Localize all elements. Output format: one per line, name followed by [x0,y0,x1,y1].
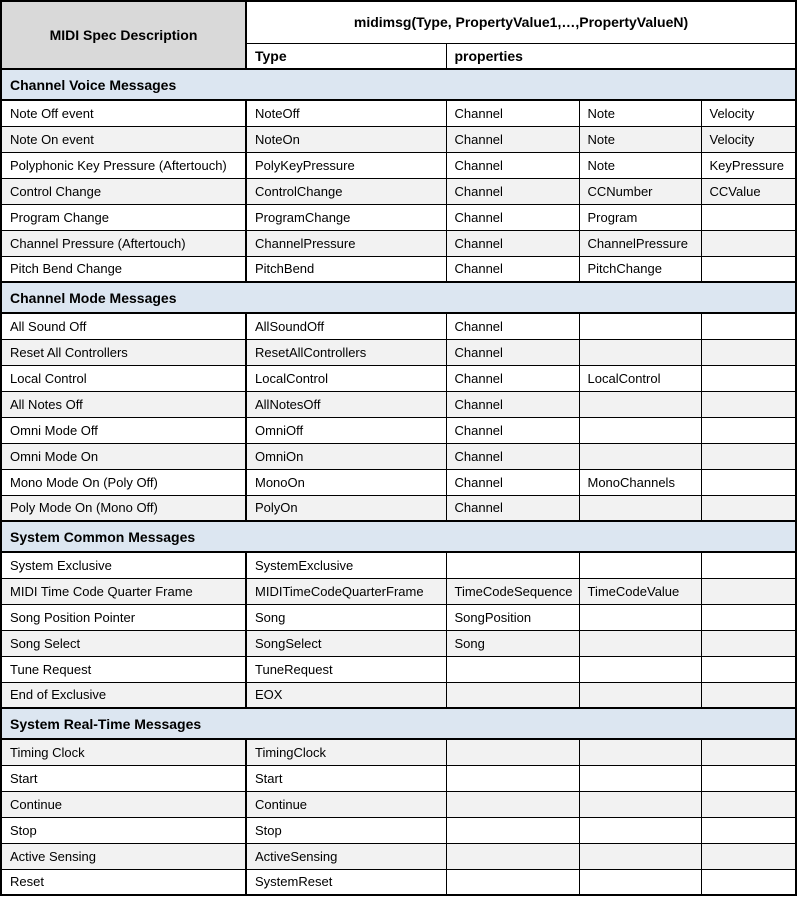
table-row [1,443,796,469]
cell-property-3: Velocity [701,100,796,126]
table-row [1,552,796,578]
cell-property-3 [701,391,796,417]
cell-property-2 [579,765,701,791]
cell-property-1 [446,682,579,708]
cell-spec-description: Continue [1,791,246,817]
cell-property-1 [446,843,579,869]
table-row [1,630,796,656]
cell-spec-description: System Exclusive [1,552,246,578]
cell-property-3: KeyPressure [701,152,796,178]
section-title: Channel Mode Messages [1,282,796,313]
table-row [1,178,796,204]
cell-type: PitchBend [246,256,446,282]
cell-property-1: TimeCodeSequence [446,578,579,604]
cell-type: AllNotesOff [246,391,446,417]
cell-property-3 [701,656,796,682]
cell-spec-description: All Sound Off [1,313,246,339]
cell-property-3 [701,495,796,521]
cell-type: Stop [246,817,446,843]
cell-spec-description: Reset [1,869,246,895]
column-header-type: Type [246,43,446,69]
cell-property-2: ChannelPressure [579,230,701,256]
cell-spec-description: Polyphonic Key Pressure (Aftertouch) [1,152,246,178]
cell-spec-description: Control Change [1,178,246,204]
table-header [1,1,796,69]
cell-spec-description: Note On event [1,126,246,152]
section-title: Channel Voice Messages [1,69,796,100]
cell-property-2 [579,791,701,817]
table-row [1,256,796,282]
cell-spec-description: Tune Request [1,656,246,682]
cell-type: NoteOff [246,100,446,126]
cell-type: PolyKeyPressure [246,152,446,178]
section-row-system-common-messages [1,521,796,552]
table-row [1,656,796,682]
cell-property-1: Channel [446,204,579,230]
header-row-1 [1,1,796,43]
section-row-channel-mode-messages [1,282,796,313]
cell-type: ProgramChange [246,204,446,230]
cell-spec-description: Omni Mode On [1,443,246,469]
cell-property-2: Note [579,100,701,126]
cell-property-3: Velocity [701,126,796,152]
cell-property-2 [579,443,701,469]
column-header-midimsg-signature: midimsg(Type, PropertyValue1,…,PropertyValueN) [246,1,796,43]
column-header-properties: properties [446,43,796,69]
table-row [1,126,796,152]
cell-spec-description: Start [1,765,246,791]
cell-spec-description: MIDI Time Code Quarter Frame [1,578,246,604]
cell-property-3 [701,817,796,843]
cell-property-1 [446,739,579,765]
cell-spec-description: Local Control [1,365,246,391]
cell-property-3 [701,417,796,443]
cell-spec-description: Stop [1,817,246,843]
cell-property-1: Channel [446,126,579,152]
cell-type: MIDITimeCodeQuarterFrame [246,578,446,604]
cell-property-1: Channel [446,443,579,469]
cell-type: OmniOn [246,443,446,469]
cell-type: ActiveSensing [246,843,446,869]
cell-type: SystemReset [246,869,446,895]
cell-property-3 [701,578,796,604]
cell-property-3 [701,443,796,469]
cell-property-2 [579,682,701,708]
cell-property-2: MonoChannels [579,469,701,495]
cell-property-3 [701,339,796,365]
cell-type: MonoOn [246,469,446,495]
cell-property-1: Channel [446,469,579,495]
cell-property-1: Channel [446,365,579,391]
cell-spec-description: End of Exclusive [1,682,246,708]
cell-property-2 [579,339,701,365]
table-row [1,100,796,126]
cell-property-2 [579,630,701,656]
cell-property-3 [701,791,796,817]
cell-spec-description: Active Sensing [1,843,246,869]
cell-type: EOX [246,682,446,708]
table-row [1,578,796,604]
cell-property-2: Note [579,152,701,178]
cell-property-3 [701,843,796,869]
cell-property-3 [701,365,796,391]
cell-type: PolyOn [246,495,446,521]
cell-property-3 [701,869,796,895]
cell-property-2: Note [579,126,701,152]
cell-property-3 [701,552,796,578]
cell-type: AllSoundOff [246,313,446,339]
section-row-channel-voice-messages [1,69,796,100]
cell-property-1 [446,791,579,817]
cell-property-3: CCValue [701,178,796,204]
table-row [1,682,796,708]
cell-property-2 [579,869,701,895]
cell-property-1: Channel [446,391,579,417]
cell-property-2: PitchChange [579,256,701,282]
cell-type: TimingClock [246,739,446,765]
cell-property-1: Channel [446,178,579,204]
table-row [1,313,796,339]
cell-property-1 [446,552,579,578]
cell-type: SongSelect [246,630,446,656]
table-row [1,339,796,365]
cell-property-1: Channel [446,100,579,126]
cell-spec-description: Reset All Controllers [1,339,246,365]
cell-property-3 [701,469,796,495]
cell-spec-description: Timing Clock [1,739,246,765]
cell-type: ControlChange [246,178,446,204]
cell-property-1: Channel [446,152,579,178]
cell-property-2 [579,495,701,521]
table-row [1,604,796,630]
cell-property-1: Channel [446,230,579,256]
table-row [1,869,796,895]
cell-spec-description: Song Select [1,630,246,656]
cell-property-1: Channel [446,495,579,521]
cell-property-3 [701,682,796,708]
cell-property-2 [579,417,701,443]
cell-spec-description: Program Change [1,204,246,230]
cell-type: Start [246,765,446,791]
table-row [1,365,796,391]
table-row [1,469,796,495]
table-row [1,495,796,521]
table-row [1,817,796,843]
cell-property-2 [579,739,701,765]
cell-property-1 [446,817,579,843]
cell-property-1 [446,869,579,895]
section-row-system-real-time-messages [1,708,796,739]
cell-property-2: TimeCodeValue [579,578,701,604]
cell-property-3 [701,739,796,765]
cell-type: SystemExclusive [246,552,446,578]
cell-property-3 [701,256,796,282]
cell-property-2 [579,391,701,417]
cell-property-2 [579,656,701,682]
table-body [1,69,796,895]
cell-spec-description: All Notes Off [1,391,246,417]
column-header-midi-spec-description: MIDI Spec Description [1,1,246,69]
cell-property-3 [701,765,796,791]
cell-spec-description: Omni Mode Off [1,417,246,443]
cell-property-2 [579,843,701,869]
cell-property-2 [579,817,701,843]
cell-property-1: Channel [446,313,579,339]
cell-property-1 [446,765,579,791]
cell-spec-description: Song Position Pointer [1,604,246,630]
cell-property-2: LocalControl [579,365,701,391]
cell-type: ResetAllControllers [246,339,446,365]
cell-property-2: Program [579,204,701,230]
table-row [1,791,796,817]
cell-type: LocalControl [246,365,446,391]
table-row [1,230,796,256]
cell-spec-description: Poly Mode On (Mono Off) [1,495,246,521]
table-row [1,417,796,443]
table-row [1,739,796,765]
table-row [1,391,796,417]
cell-type: NoteOn [246,126,446,152]
cell-spec-description: Mono Mode On (Poly Off) [1,469,246,495]
table-row [1,204,796,230]
cell-spec-description: Pitch Bend Change [1,256,246,282]
cell-property-1: Song [446,630,579,656]
cell-property-2 [579,552,701,578]
cell-type: ChannelPressure [246,230,446,256]
cell-type: Song [246,604,446,630]
cell-property-1: Channel [446,417,579,443]
table-row [1,152,796,178]
cell-type: TuneRequest [246,656,446,682]
cell-property-2: CCNumber [579,178,701,204]
cell-property-1: SongPosition [446,604,579,630]
section-title: System Common Messages [1,521,796,552]
cell-property-3 [701,630,796,656]
cell-property-3 [701,204,796,230]
section-title: System Real-Time Messages [1,708,796,739]
cell-property-1: Channel [446,256,579,282]
cell-property-2 [579,604,701,630]
cell-type: OmniOff [246,417,446,443]
cell-type: Continue [246,791,446,817]
cell-property-3 [701,313,796,339]
cell-property-3 [701,604,796,630]
cell-spec-description: Note Off event [1,100,246,126]
table-row [1,843,796,869]
cell-spec-description: Channel Pressure (Aftertouch) [1,230,246,256]
table-row [1,765,796,791]
cell-property-2 [579,313,701,339]
cell-property-1: Channel [446,339,579,365]
cell-property-1 [446,656,579,682]
cell-property-3 [701,230,796,256]
